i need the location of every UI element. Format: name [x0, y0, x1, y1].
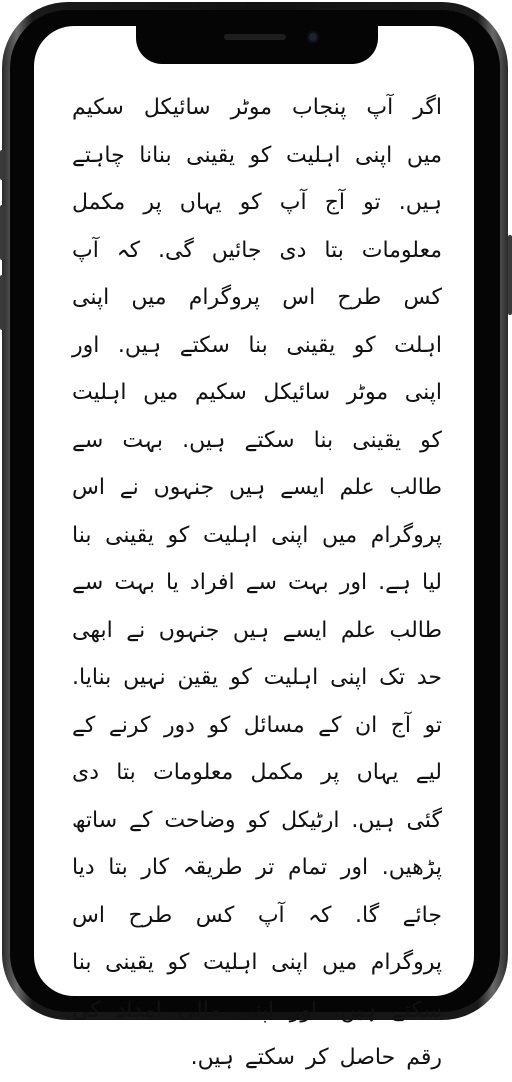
front-camera-icon [307, 31, 319, 43]
volume-down-button [0, 275, 4, 330]
power-button [508, 235, 512, 315]
volume-up-button [0, 205, 4, 260]
article-text: اگر آپ پنجاب موٹر سائیکل سکیم میں اپنی اہلیت کو یقینی بنانا چاہتے ہیں. تو آج آپ کو یہاں پر مکمل معلومات بتا دی جائیں گی. کہ آپ کس طرح اس پروگرام میں اپنی اہلت کو یقینی بنا سکتے ہیں. اور اپنی موٹر سائیکل سکیم میں اہلیت کو یقینی بنا سکتے ہیں. بہت سے طالب علم ایسے ہیں جنہوں نے اس پروگرام میں اپنی اہلیت کو یقینی بنا لیا ہے. اور بہت سے افراد یا بہت سے طالب علم ایسے ہیں جنہوں نے ابھی حد تک اپنی اہلیت کو یقین نہیں بنایا. تو آج ان کے مسائل کو دور کرنے کے لیے یہاں پر مکمل معلومات بتا دی گئی ہیں. ارٹیکل کو وضاحت کے ساتھ پڑھیں. اور تمام تر طریقہ کار بتا دیا جائے گا. کہ آپ کس طرح اس پروگرام میں اپنی اہلیت کو یقینی بنا سکتے ہیں. اور اپنی مالی امداد کی رقم حاصل کر سکتے ہیں. [72, 95, 442, 1070]
silent-switch [0, 150, 4, 180]
notch [136, 20, 378, 64]
speaker-grille [224, 34, 286, 40]
